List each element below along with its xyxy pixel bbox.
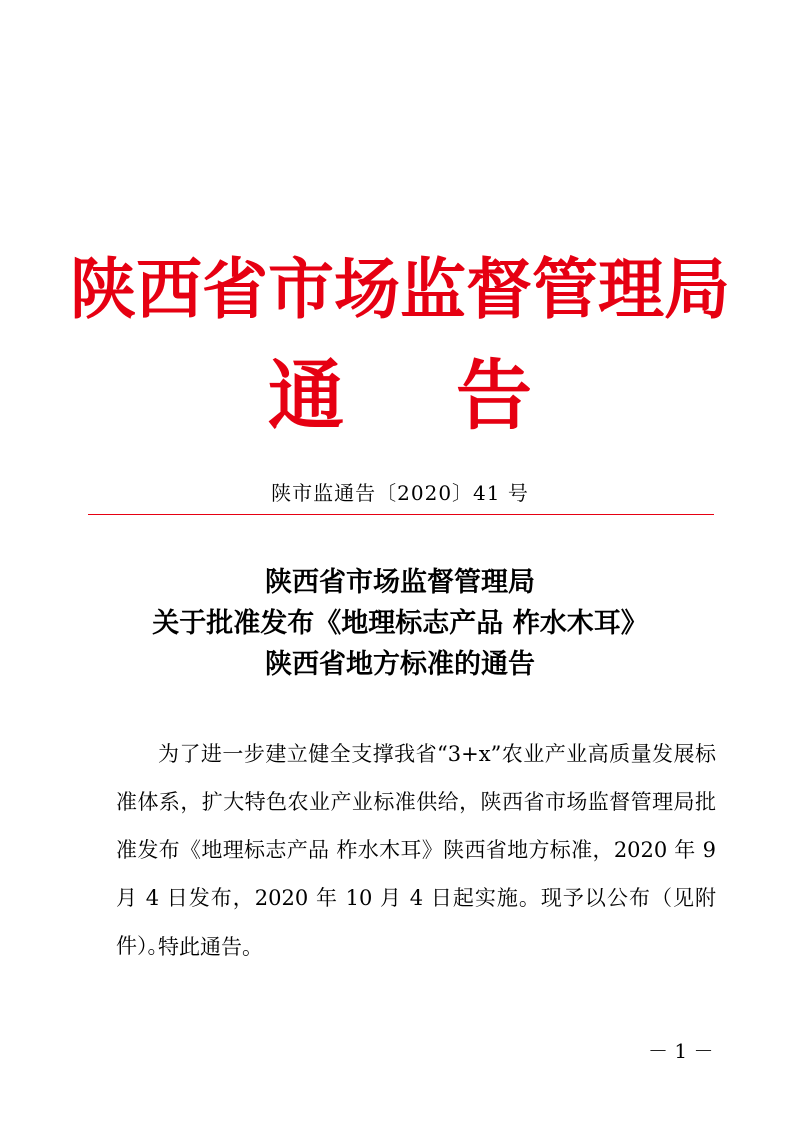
title-line-1: 陕西省市场监督管理局 <box>265 567 535 598</box>
red-divider <box>88 514 714 515</box>
page-number: － 1 － <box>648 1039 714 1063</box>
issuing-authority: 陕西省市场监督管理局 <box>70 250 730 328</box>
title-line-2: 关于批准发布《地理标志产品 柞水木耳》 <box>152 608 648 639</box>
closing-remark: 特此通告。 <box>158 935 263 959</box>
body-paragraph: 为了进一步建立健全支撑我省“3+x”农业产业高质量发展标准体系，扩大特色农业产业标准供给，陕西省市场监督管理局批准发布《地理标志产品 柞水木耳》陕西省地方标准，2020 年 9 月 4 日发布，2020 年 10 月 4 日起实施。现予以公布（见附件）。 <box>116 742 716 958</box>
document-number: 陕市监通告〔2020〕41 号 <box>271 481 529 505</box>
document-title <box>0 562 800 685</box>
title-line-3: 陕西省地方标准的通告 <box>265 649 535 680</box>
document-type: 通告 <box>268 351 644 440</box>
